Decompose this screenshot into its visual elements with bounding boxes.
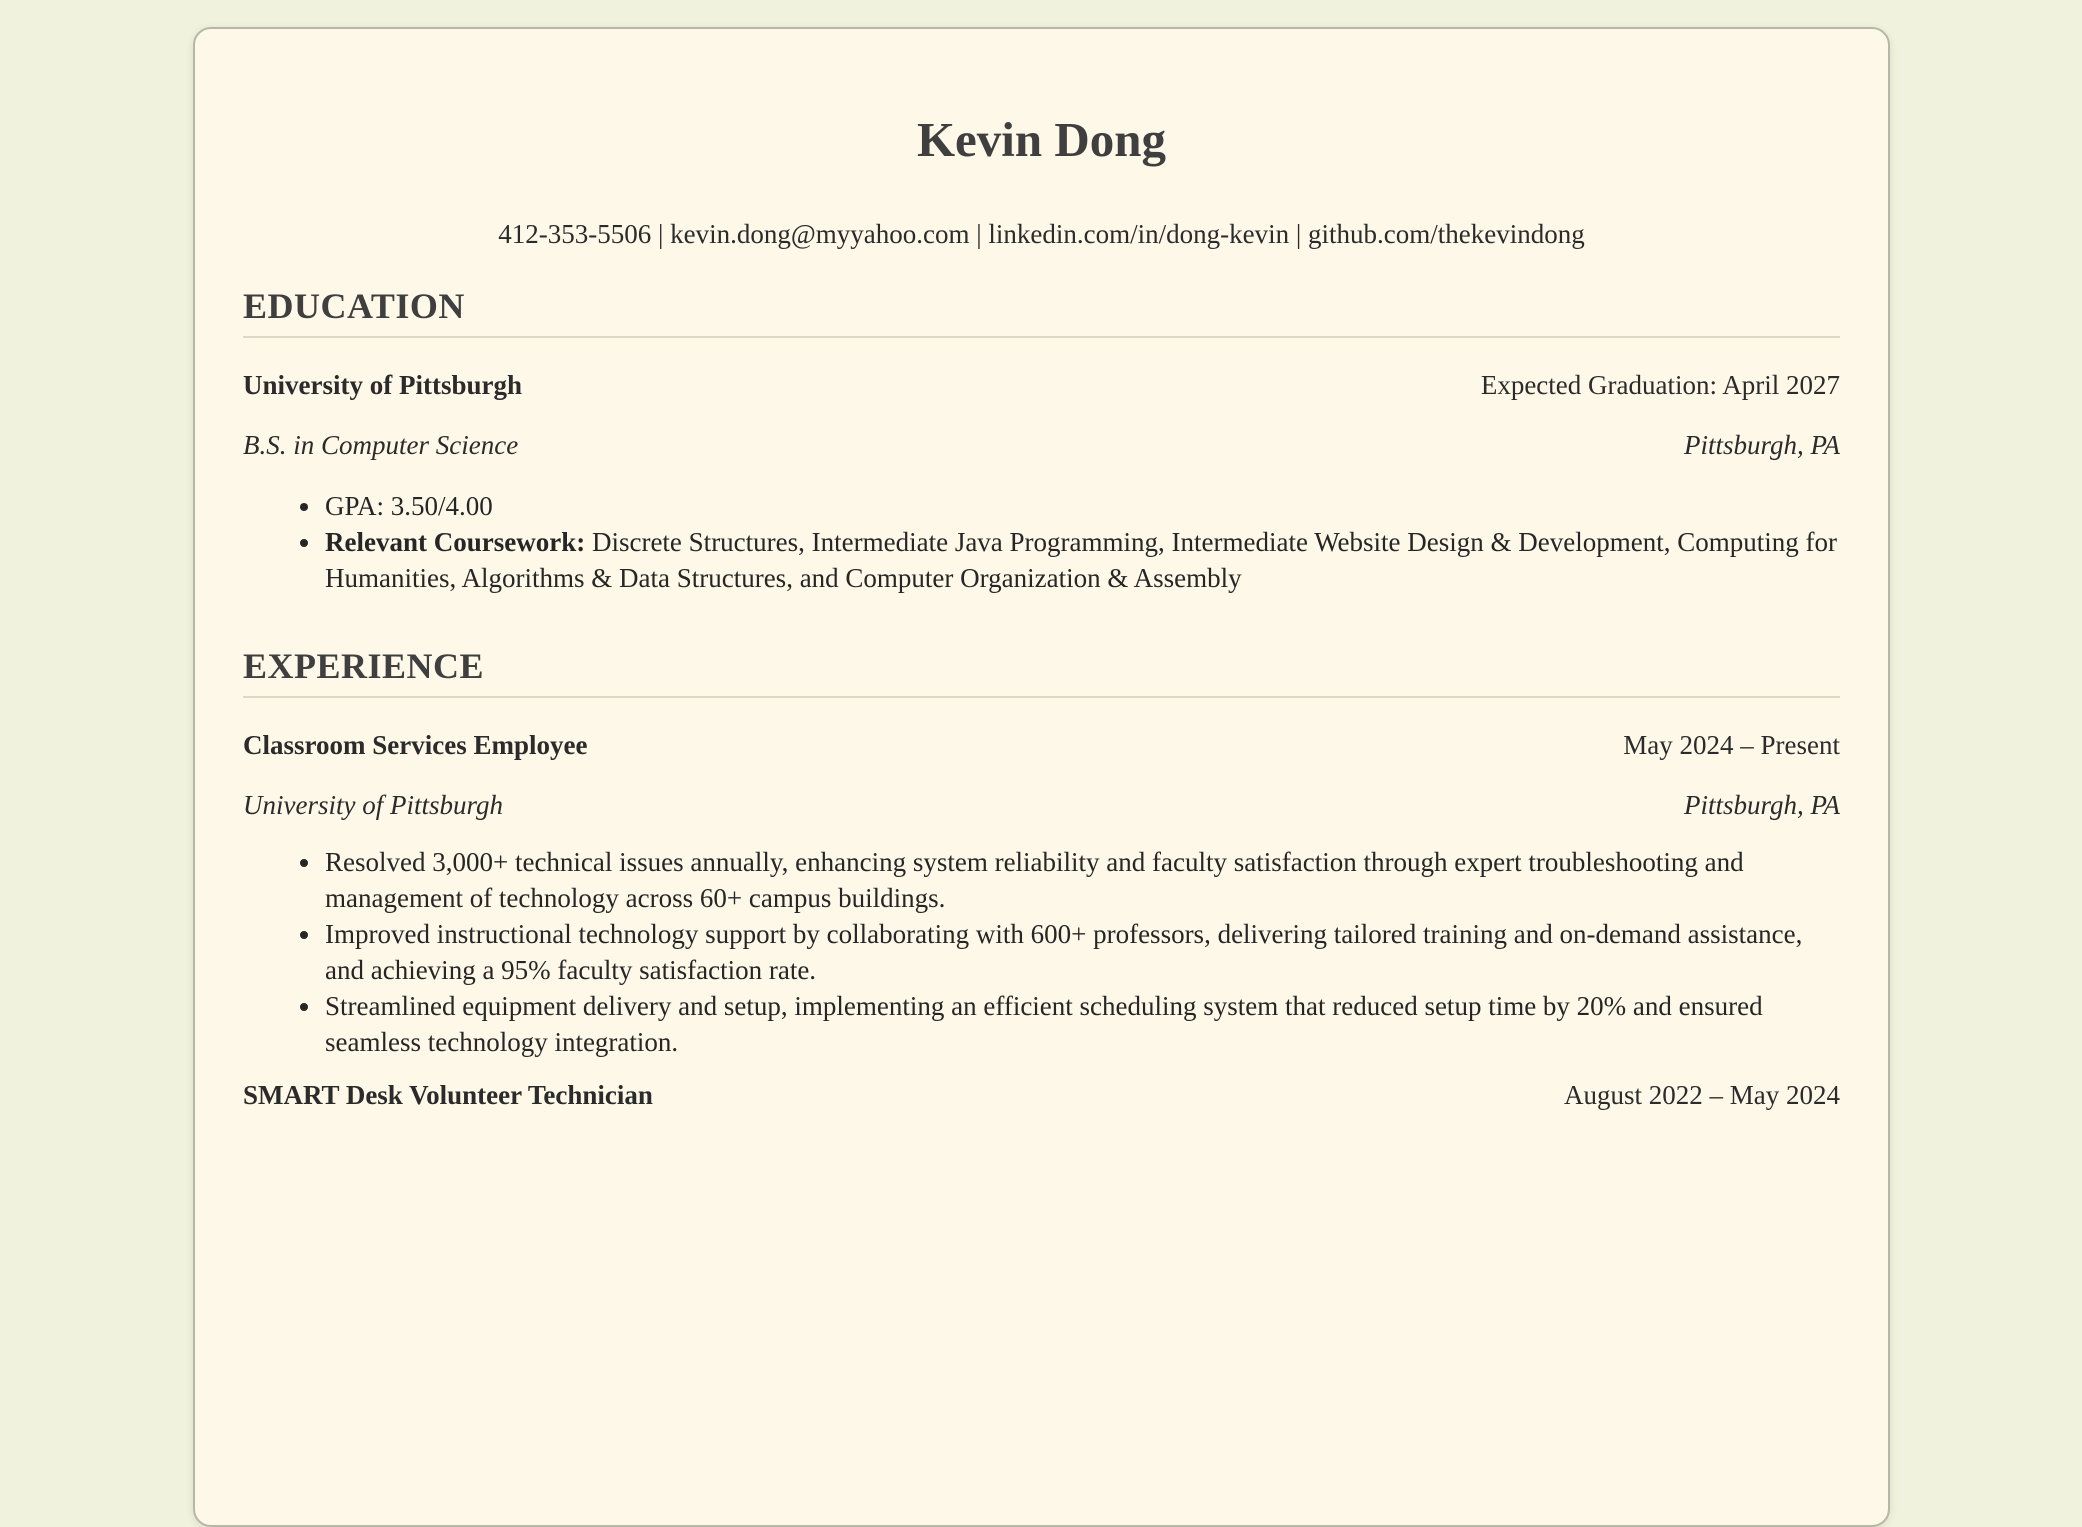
entry-title: University of Pittsburgh [243,370,522,400]
entry-header-row [243,366,1840,404]
entry-location: Pittsburgh, PA [1683,790,1840,820]
resume-card [193,27,1890,1527]
entry-location: Pittsburgh, PA [1683,430,1840,460]
bullet-text: GPA: 3.50/4.00 [325,491,493,521]
section-heading-experience: EXPERIENCE [243,645,1840,698]
entry-date: August 2022 – May 2024 [1564,1080,1840,1110]
bullet-item [323,844,1840,916]
entry-title: Classroom Services Employee [243,730,588,760]
entry-subtitle: B.S. in Computer Science [243,430,519,460]
section-heading-education: EDUCATION [243,285,1840,338]
entry-date: Expected Graduation: April 2027 [1480,370,1840,400]
bullet-lead: Relevant Coursework: [325,527,586,557]
bullet-list [243,844,1840,1060]
resume-name: Kevin Dong [916,112,1167,167]
entry-title: SMART Desk Volunteer Technician [243,1080,653,1110]
bullet-item [323,988,1840,1060]
bullet-item [323,524,1840,596]
entry-subheader-row [243,426,1840,464]
bullet-text: Improved instructional technology support by collaborating with 600+ professors, delivering tailored training and on-demand assistance, and achieving a 95% faculty satisfaction rate. [325,919,1803,985]
section-education [243,285,1840,596]
entry-date: May 2024 – Present [1623,730,1840,760]
contact-line: 412-353-5506 | kevin.dong@myyahoo.com | linkedin.com/in/dong-kevin | github.com/thekevindong [498,219,1585,249]
bullet-text: Discrete Structures, Intermediate Java Programming, Intermediate Website Design & Development, Computing for Humanities, Algorithms & Data Structures, and Computer Organization & Assembly [325,527,1837,593]
bullet-text: Resolved 3,000+ technical issues annually, enhancing system reliability and faculty satisfaction through expert troubleshooting and management of technology across 60+ campus buildings. [325,847,1744,913]
bullet-item [323,488,1840,524]
entry-subtitle: University of Pittsburgh [243,790,503,820]
section-experience [243,645,1840,1114]
entry-header-row [243,1076,1840,1114]
bullet-item [323,916,1840,988]
bullet-text: Streamlined equipment delivery and setup, implementing an efficient scheduling system that reduced setup time by 20% and ensured seamless technology integration. [325,991,1763,1057]
entry-header-row [243,726,1840,764]
entry-subheader-row [243,786,1840,824]
bullet-list [243,488,1840,596]
